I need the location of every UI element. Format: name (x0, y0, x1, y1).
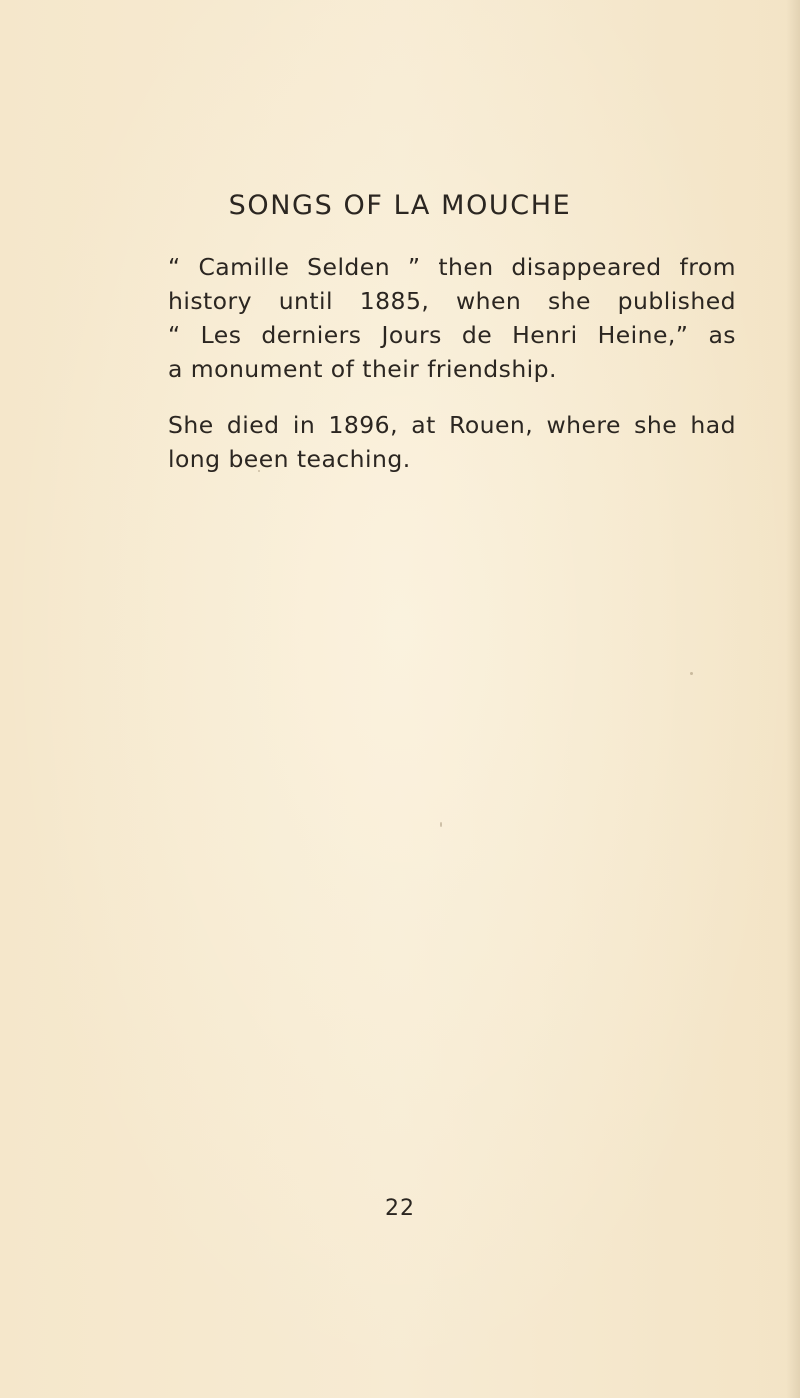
running-head: SONGS OF LA MOUCHE (228, 190, 572, 221)
page-number: 22 (385, 1196, 415, 1221)
text-line: “ Camille Selden ” then disappeared from (168, 253, 736, 281)
text-line: long been teaching. (168, 445, 411, 473)
paper-speck (690, 672, 693, 675)
text-line: “ Les derniers Jours de Henri Heine,” as (168, 321, 736, 349)
paper-speck (440, 822, 442, 827)
paragraph-gap (168, 386, 736, 408)
paper-speck (258, 470, 260, 472)
paragraph-2 (168, 408, 736, 476)
text-line: a monument of their friendship. (168, 355, 557, 383)
body-text (168, 250, 736, 476)
text-line: history until 1885, when she published (168, 287, 736, 315)
paragraph-1 (168, 250, 736, 386)
text-line: She died in 1896, at Rouen, where she had (168, 411, 736, 439)
